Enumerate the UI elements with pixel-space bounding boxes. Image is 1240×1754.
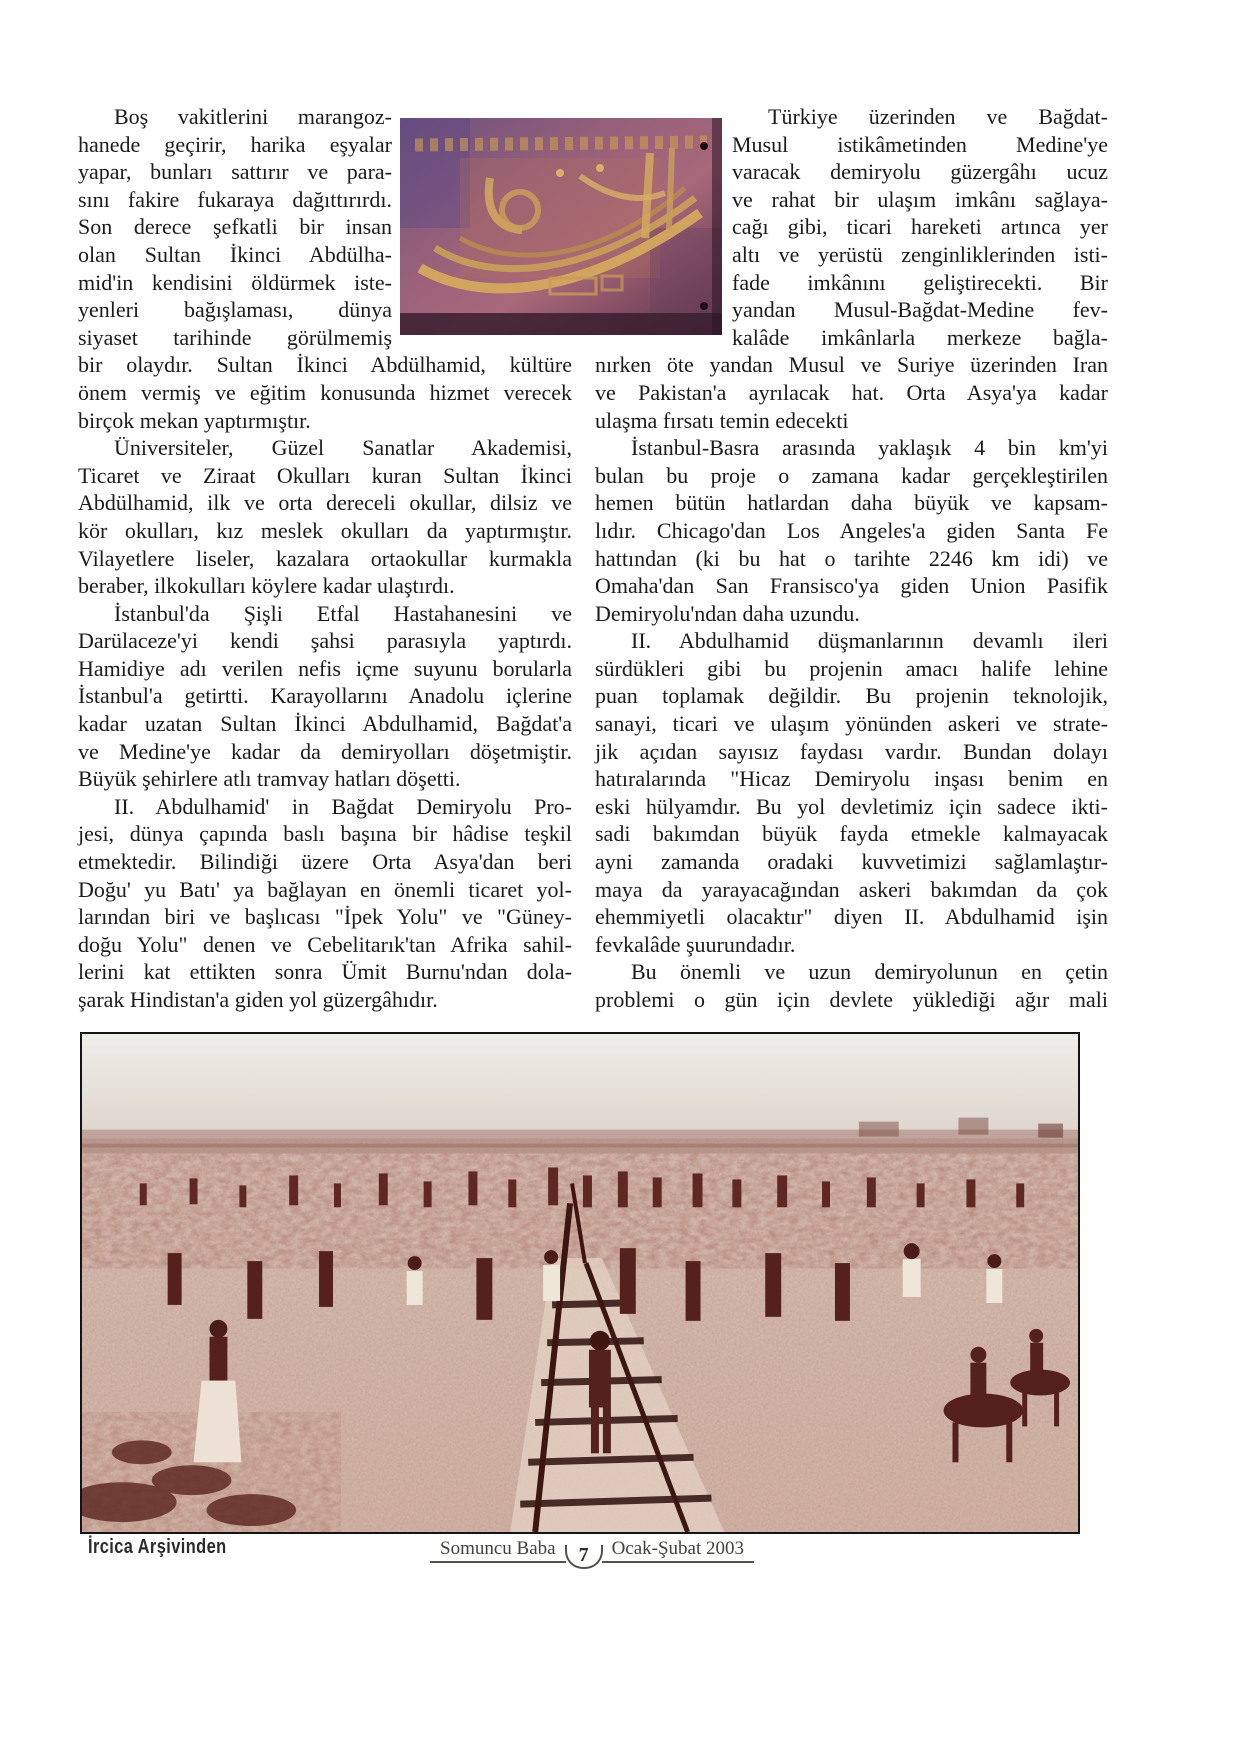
right-column <box>595 351 1108 1013</box>
footer-journal-name: Somuncu Baba <box>430 1538 566 1563</box>
right-column-narrow <box>732 103 1108 351</box>
text-line: sanayi, ticari ve ulaşım yönünden askeri ve strate- <box>595 711 1108 737</box>
text-line: altı ve yerüstü zenginliklerinden isti- <box>732 241 1108 267</box>
text-line: Ticaret ve Ziraat Okulları kuran Sultan İkinci <box>78 462 572 488</box>
text-line: ulaşma fırsatı temin edecekti <box>595 407 849 433</box>
text-line: doğu Yolu" denen ve Cebelitarık'tan Afrika sahil- <box>78 931 572 957</box>
photo-caption: İrcica Arşivinden <box>88 1536 227 1558</box>
text-line: ve rahat bir ulaşım imkânı sağlaya- <box>732 186 1108 212</box>
footer-page-number: 7 <box>565 1545 603 1569</box>
text-line: mid'in kendisini öldürmek iste- <box>78 269 392 295</box>
text-line: jik açıdan sayısız faydası vardır. Bundan dolayı <box>595 738 1108 764</box>
text-line: beraber, ilkokulları köylere kadar ulaştırdı. <box>78 573 455 599</box>
railway-construction-photo <box>80 1032 1080 1534</box>
text-line: ve Medine'ye kadar da demiryolları döşetmiştir. <box>78 738 572 764</box>
text-line: lerini kat ettikten sonra Ümit Burnu'ndan dola- <box>78 959 572 985</box>
text-line: yandan Musul-Bağdat-Medine fev- <box>732 297 1108 323</box>
text-line: birçok mekan yaptırmıştır. <box>78 407 311 433</box>
top-section <box>78 103 1108 351</box>
text-line: problemi o gün için devlete yüklediği ağır mali <box>595 987 1108 1012</box>
left-column <box>78 351 572 1013</box>
plaque-image <box>400 118 722 335</box>
text-line: II. Abdulhamid' in Bağdat Demiryolu Pro- <box>114 793 572 819</box>
text-line: etmektedir. Bilindiği üzere Orta Asya'dan beri <box>78 849 572 875</box>
plaque-calligraphy-graphic <box>400 118 722 335</box>
text-line: İstanbul'da Şişli Etfal Hastahanesini ve <box>114 600 572 626</box>
text-line: hatıralarında "Hicaz Demiryolu inşası benim en <box>595 766 1108 792</box>
text-line: bulan bu proje o zamana kadar gerçekleştirilen <box>595 462 1108 488</box>
text-line: sürdükleri gibi bu projenin amacı halife lehine <box>595 655 1108 681</box>
text-line: Son derece şefkatli bir insan <box>78 214 392 240</box>
text-line: İstanbul'a getirtti. Karayollarını Anadolu içlerine <box>78 683 572 709</box>
text-line: Omaha'dan San Fransisco'ya giden Union Pasifik <box>595 573 1108 599</box>
text-line: ayni zamanda oradaki kuvvetimizi sağlamlaştır- <box>595 849 1108 875</box>
text-line: Bu önemli ve uzun demiryolunun en çetin <box>631 959 1108 985</box>
text-line: olan Sultan İkinci Abdülha- <box>78 241 392 267</box>
body-columns <box>78 351 1108 1013</box>
text-line: II. Abdulhamid düşmanlarının devamlı ileri <box>631 628 1108 654</box>
text-line: fade imkânını geliştirecekti. Bir <box>732 269 1108 295</box>
text-line: eski hülyamdır. Bu yol devletimiz için sadece ikti- <box>595 793 1108 819</box>
text-line: Musul istikâmetinden Medine'ye <box>732 131 1108 157</box>
text-line: hattından (ki bu hat o tarihte 2246 km idi) ve <box>595 545 1108 571</box>
text-line: Darülaceze'yi kendi şahsi parasıyla yaptırdı. <box>78 628 572 654</box>
article-text <box>78 103 1108 1014</box>
text-line: varacak demiryolu güzergâhı ucuz <box>732 159 1108 185</box>
text-line: kör okulları, kız meslek okulları da yaptırmıştır. <box>78 517 572 543</box>
footer-issue-date: Ocak-Şubat 2003 <box>602 1538 754 1563</box>
railway-photo-graphic <box>82 1034 1078 1532</box>
text-line: Türkiye üzerinden ve Bağdat- <box>768 104 1108 129</box>
text-line: Boş vakitlerini marangoz- <box>114 104 392 129</box>
text-line: İstanbul-Basra arasında yaklaşık 4 bin km'yi <box>631 435 1108 461</box>
text-line: yenleri bağışlaması, dünya <box>78 297 392 323</box>
text-line: jesi, dünya çapında baslı başına bir hâdise teşkil <box>78 821 572 847</box>
text-line: şarak Hindistan'a giden yol güzergâhıdır. <box>78 987 438 1012</box>
text-line: puan toplamak değildir. Bu projenin teknolojik, <box>595 683 1108 709</box>
text-line: önem vermiş ve eğitim konusunda hizmet verecek <box>78 379 572 405</box>
text-line: Demiryolu'ndan daha uzundu. <box>595 600 860 626</box>
text-line: hanede geçirir, harika eşyalar <box>78 131 392 157</box>
text-line: ve Pakistan'a ayrılacak hat. Orta Asya'ya kadar <box>595 379 1108 405</box>
text-line: Vilayetlere liseler, kazalara ortaokullar kurmakla <box>78 545 572 571</box>
text-line: Üniversiteler, Güzel Sanatlar Akademisi, <box>114 435 572 461</box>
text-line: kadar uzatan Sultan İkinci Abdulhamid, Bağdat'a <box>78 711 572 737</box>
text-line: ehemmiyetli olacaktır" diyen II. Abdulhamid işin <box>595 904 1108 930</box>
text-line: siyaset tarihinde görülmemiş <box>78 324 392 350</box>
text-line: sını fakire fukaraya dağıttırırdı. <box>78 186 392 212</box>
text-line: lıdır. Chicago'dan Los Angeles'a giden Santa Fe <box>595 517 1108 543</box>
text-line: Abdülhamid, ilk ve orta dereceli okullar, dilsiz ve <box>78 490 572 516</box>
text-line: maya da yarayacağından askeri bakımdan da çok <box>595 876 1108 902</box>
text-line: Doğu' yu Batı' ya bağlayan en önemli ticaret yol- <box>78 876 572 902</box>
text-line: nırken öte yandan Musul ve Suriye üzerinden Iran <box>595 352 1108 378</box>
footer <box>430 1538 754 1566</box>
text-line: bir olaydır. Sultan İkinci Abdülhamid, kültüre <box>78 352 572 378</box>
text-line: Hamidiye adı verilen nefis içme suyunu borularla <box>78 655 572 681</box>
text-line: Büyük şehirlere atlı tramvay hatları döşetti. <box>78 766 461 792</box>
text-line: kalâde imkânlarla merkeze bağla- <box>732 324 1108 350</box>
text-line: yapar, bunları sattırır ve para- <box>78 159 392 185</box>
text-line: fevkalâde şuurundadır. <box>595 931 796 957</box>
text-line: hemen bütün hatlardan daha büyük ve kapsam- <box>595 490 1108 516</box>
text-line: larından biri ve başlıcası "İpek Yolu" ve "Güney- <box>78 904 572 930</box>
left-column-narrow <box>78 103 392 351</box>
text-line: cağı gibi, ticari hareketi artınca yer <box>732 214 1108 240</box>
text-line: sadi bakımdan büyük fayda etmekle kalmayacak <box>595 821 1108 847</box>
